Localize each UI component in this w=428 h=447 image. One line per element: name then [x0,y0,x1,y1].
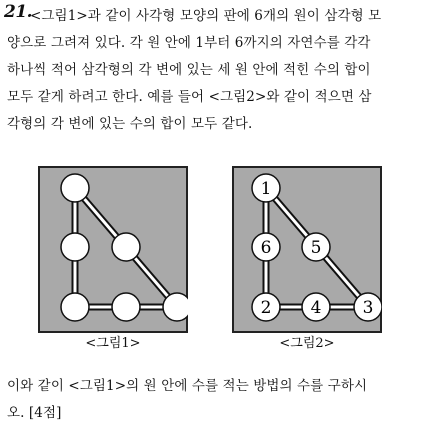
circle-bottom-right [163,293,188,321]
figure-2-caption: <그림2> [279,336,335,351]
circle-bottom-right [354,293,382,321]
problem-text-line: 양으로 그려져 있다. 각 원 안에 1부터 6까지의 자연수를 각각 [7,35,371,51]
svg-text:2: 2 [260,298,272,318]
svg-text:5: 5 [310,238,322,258]
svg-text:6: 6 [260,238,272,258]
circle-bottom-left [61,293,89,321]
circle-top [61,174,89,202]
figure-1-caption: <그림1> [85,336,141,351]
circle-bottom-left [252,293,280,321]
circle-left-middle [61,233,89,261]
circle-hypotenuse-middle [302,233,330,261]
figure-2-diagram [232,166,382,333]
problem-text-line: 모두 같게 하려고 한다. 예를 들어 <그림2>와 같이 적으면 삼 [7,89,372,105]
problem-text-line: 각형의 각 변에 있는 수의 합이 모두 같다. [7,116,253,132]
question-text-line: 이와 같이 <그림1>의 원 안에 수를 적는 방법의 수를 구하시 [7,378,368,394]
figure-1-diagram [38,166,188,333]
svg-text:1: 1 [260,179,272,199]
svg-text:3: 3 [362,298,374,318]
circle-left-middle [252,233,280,261]
problem-text-line: 하나씩 적어 삼각형의 각 변에 있는 세 원 안에 적힌 수의 합이 [7,62,371,78]
problem-text-line: <그림1>과 같이 사각형 모양의 판에 6개의 원이 삼각형 모 [30,8,382,24]
figure-1-panel [38,166,188,333]
question-text-line: 오. [4점] [7,405,62,421]
circle-top [252,174,280,202]
circle-bottom-middle [302,293,330,321]
circle-hypotenuse-middle [112,233,140,261]
problem-number: 21. [4,2,33,22]
circle-bottom-middle [112,293,140,321]
svg-text:4: 4 [310,298,322,318]
figure-2-panel [232,166,382,333]
